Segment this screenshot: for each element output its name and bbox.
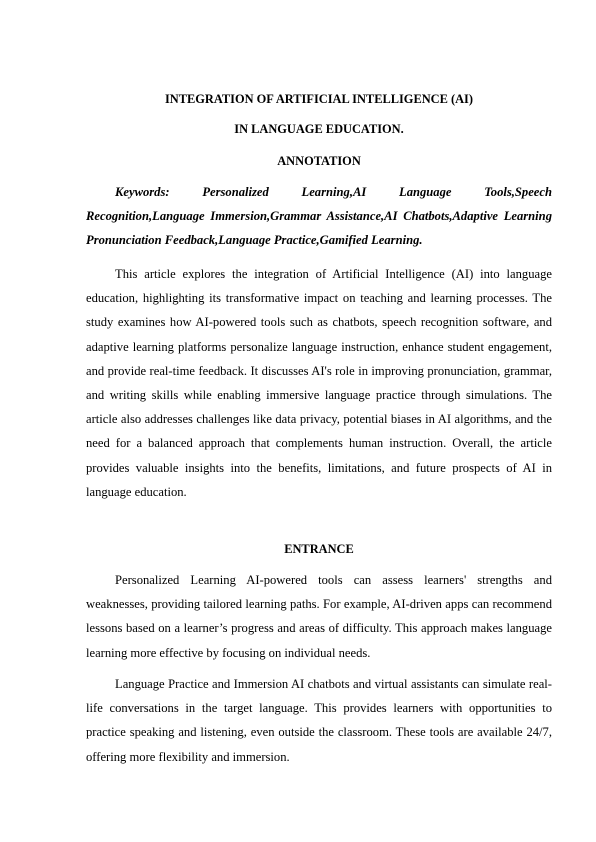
body-paragraph-2: Language Practice and Immersion AI chatbots and virtual assistants can simulate real-life conversations in the target language. This provides learners with opportunities to practice speaking and listening, even outside the classroom. These tools are available 24/7, offering more flexibility and immersion.	[86, 677, 552, 764]
annotation-heading: ANNOTATION	[277, 154, 361, 168]
title-line-2: IN LANGUAGE EDUCATION.	[234, 122, 404, 136]
keywords: Keywords: Personalized Learning,AI Language Tools,Speech Recognition,Language Immersion,Grammar Assistance,AI Chatbots,Adaptive Learning Pronunciation Feedback,Language Practice,Gamified Learning.	[86, 185, 552, 248]
entrance-heading: ENTRANCE	[284, 542, 354, 556]
abstract-paragraph: This article explores the integration of Artificial Intelligence (AI) into language education, highlighting its transformative impact on teaching and learning processes. The study examines how AI-powered tools such as chatbots, speech recognition software, and adaptive learning platforms personalize language instruction, enhance student engagement, and provide real-time feedback. It discusses AI's role in improving pronunciation, grammar, and writing skills while enabling immersive language practice through simulations. The article also addresses challenges like data privacy, potential biases in AI algorithms, and the need for a balanced approach that complements human instruction. Overall, the article provides valuable insights into the benefits, limitations, and future prospects of AI in language education.	[86, 267, 552, 499]
body-paragraph-1: Personalized Learning AI-powered tools can assess learners' strengths and weaknesses, providing tailored learning paths. For example, AI-driven apps can recommend lessons based on a learner’s progress and areas of difficulty. This approach makes language learning more effective by focusing on individual needs.	[86, 573, 552, 660]
title-line-1: INTEGRATION OF ARTIFICIAL INTELLIGENCE (AI)	[164, 92, 473, 106]
